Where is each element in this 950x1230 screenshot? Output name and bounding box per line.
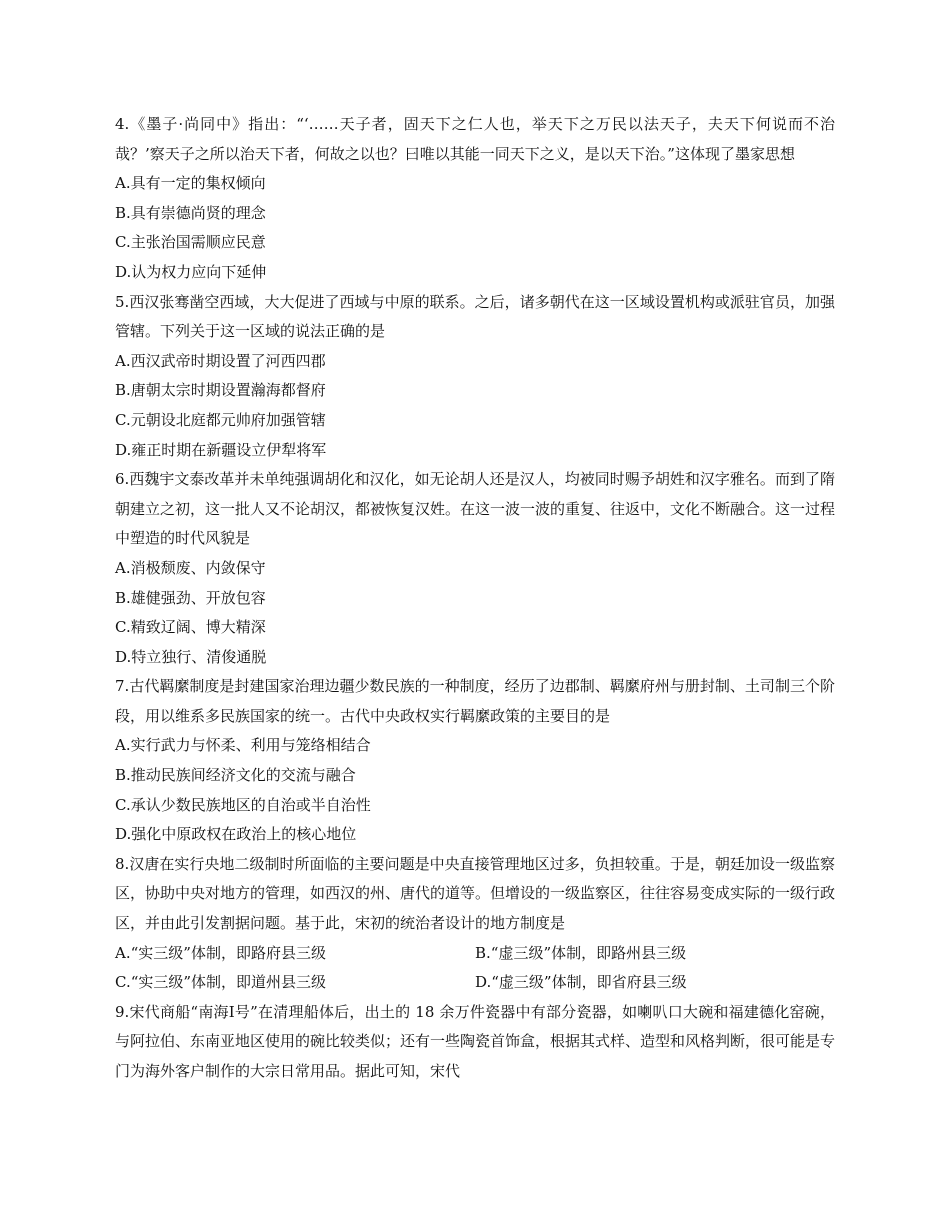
option-row bbox=[115, 968, 835, 998]
question-stem: 4.《墨子·尚同中》指出：“‘……天子者，固天下之仁人也，举天下之万民以法天子，夫天下何说而不治哉？’察天子之所以治天下者，何故之以也？曰唯以其能一同天下之义，是以天下治。”这体现了墨家思想 bbox=[115, 115, 835, 163]
exam-page bbox=[115, 110, 835, 1087]
option-b: B.推动民族间经济文化的交流与融合 bbox=[115, 766, 356, 785]
option-a: A.具有一定的集权倾向 bbox=[115, 174, 266, 193]
option-b: B.具有崇德尚贤的理念 bbox=[115, 203, 266, 222]
option-row bbox=[115, 939, 835, 969]
option-b: B.雄健强劲、开放包容 bbox=[115, 588, 266, 607]
option-d: D.认为权力应向下延伸 bbox=[115, 262, 267, 281]
question-stem: 5.西汉张骞凿空西域，大大促进了西域与中原的联系。之后，诸多朝代在这一区域设置机构或派驻官员，加强管辖。下列关于这一区域的说法正确的是 bbox=[115, 292, 835, 341]
question-5 bbox=[115, 288, 835, 466]
option-c: C.主张治国需顺应民意 bbox=[115, 233, 266, 252]
option-c: C.精致辽阔、博大精深 bbox=[115, 618, 266, 637]
option-d: D.雍正时期在新疆设立伊犁将军 bbox=[115, 440, 327, 459]
question-6 bbox=[115, 465, 835, 672]
question-8 bbox=[115, 850, 835, 998]
option-b: B.“虚三级”体制，即路州县三级 bbox=[475, 943, 687, 962]
option-d: D.“虚三级”体制，即省府县三级 bbox=[475, 973, 687, 992]
question-7 bbox=[115, 672, 835, 850]
option-c: C.承认少数民族地区的自治或半自治性 bbox=[115, 795, 371, 814]
option-d: D.特立独行、清俊通脱 bbox=[115, 647, 267, 666]
question-9 bbox=[115, 998, 835, 1087]
option-b: B.唐朝太宗时期设置瀚海都督府 bbox=[115, 381, 326, 400]
option-c: C.元朝设北庭都元帅府加强管辖 bbox=[115, 410, 326, 429]
option-a: A.“实三级”体制，即路府县三级 bbox=[115, 943, 326, 962]
option-a: A.消极颓废、内敛保守 bbox=[115, 558, 266, 577]
option-d: D.强化中原政权在政治上的核心地位 bbox=[115, 825, 357, 844]
option-a: A.实行武力与怀柔、利用与笼络相结合 bbox=[115, 736, 371, 755]
question-stem: 6.西魏宇文泰改革并未单纯强调胡化和汉化，如无论胡人还是汉人，均被同时赐予胡姓和汉字雅名。而到了隋朝建立之初，这一批人又不论胡汉，都被恢复汉姓。在这一波一波的重复、往返中，文化不断融合。这一过程中塑造的时代风貌是 bbox=[115, 470, 836, 548]
option-a: A.西汉武帝时期设置了河西四郡 bbox=[115, 351, 326, 370]
question-stem: 8.汉唐在实行央地二级制时所面临的主要问题是中央直接管理地区过多，负担较重。于是，朝廷加设一级监察区，协助中央对地方的管理，如西汉的州、唐代的道等。但增设的一级监察区，往往容易变成实际的一级行政区，并由此引发割据问题。基于此，宋初的统治者设计的地方制度是 bbox=[115, 854, 836, 933]
option-c: C.“实三级”体制，即道州县三级 bbox=[115, 973, 327, 992]
question-stem: 9.宋代商船“南海Ⅰ号”在清理船体后，出土的 18 余万件瓷器中有部分瓷器，如喇叭口大碗和福建德化窑碗，与阿拉伯、东南亚地区使用的碗比较类似；还有一些陶瓷首饰盒，根据其式样、造型和风格判断，很可能是专门为海外客户制作的大宗日常用品。据此可知，宋代 bbox=[115, 1002, 836, 1080]
question-stem: 7.古代羁縻制度是封建国家治理边疆少数民族的一种制度，经历了边郡制、羁縻府州与册封制、土司制三个阶段，用以维系多民族国家的统一。古代中央政权实行羁縻政策的主要目的是 bbox=[115, 677, 835, 725]
question-4 bbox=[115, 110, 835, 288]
